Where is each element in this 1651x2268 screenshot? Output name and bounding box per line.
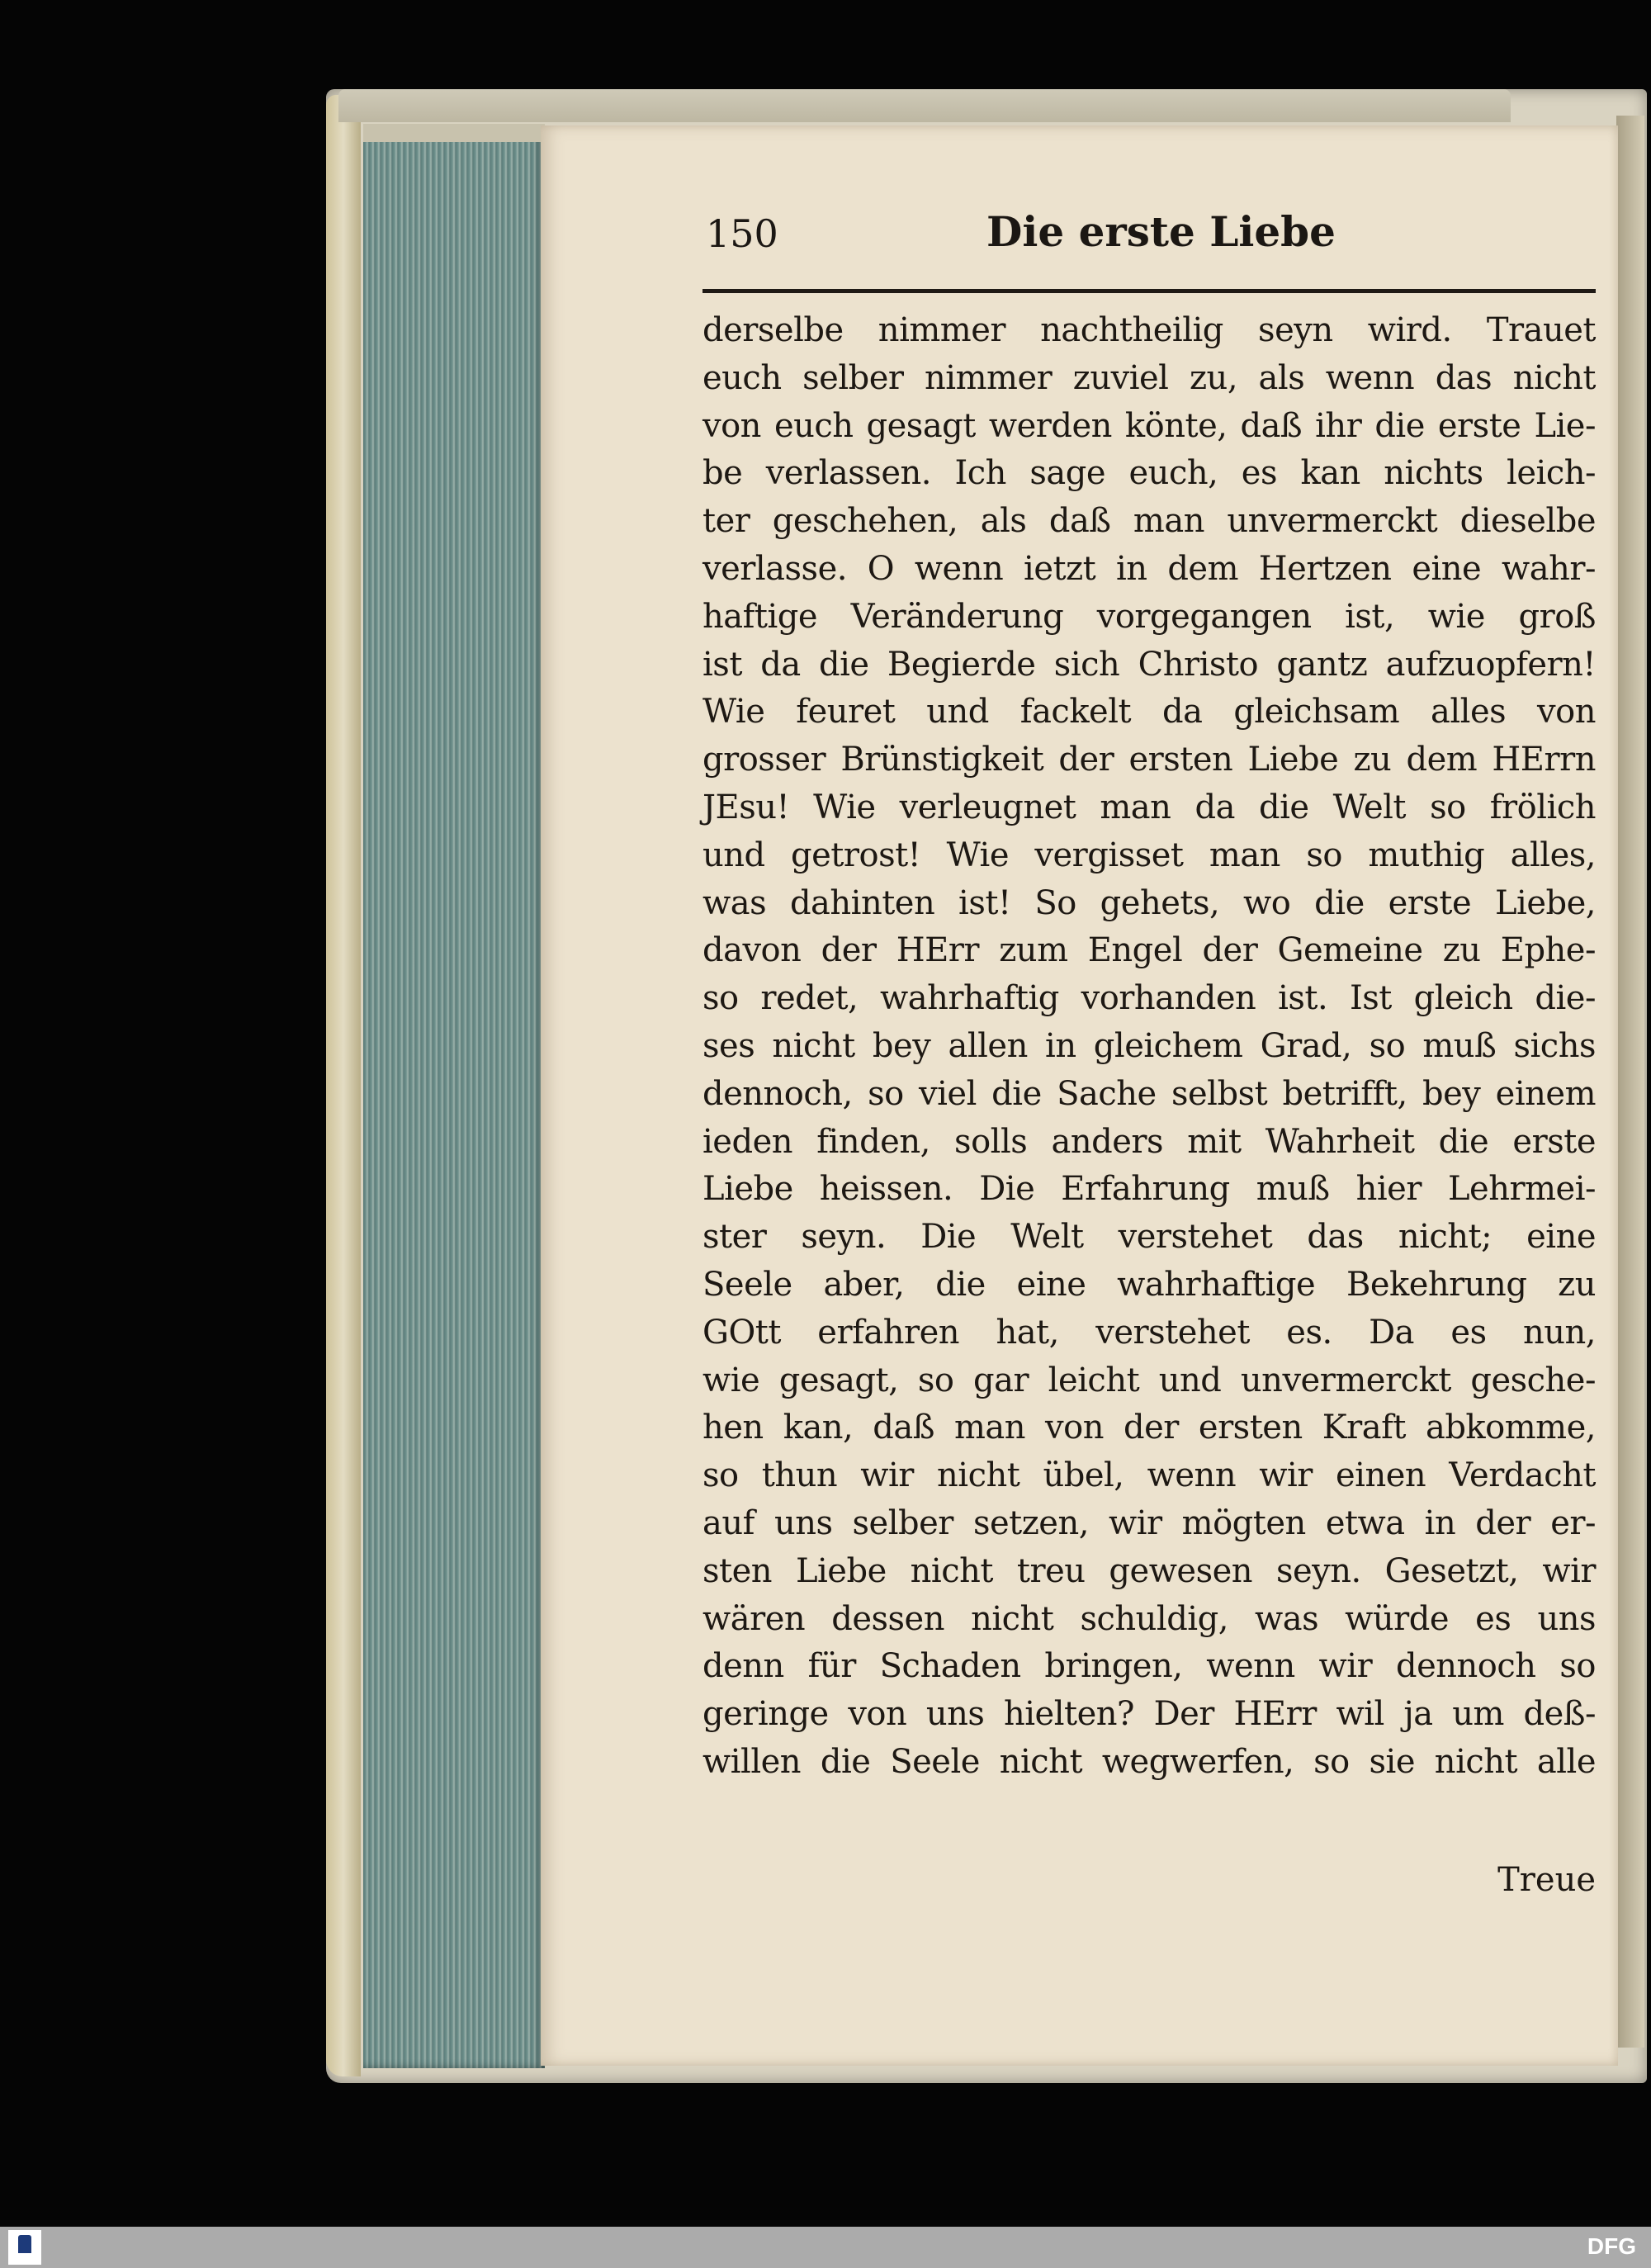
text-line: von euch gesagt werden könte, daß ihr die erste Lie- [703, 406, 1596, 445]
text-line: JEsu! Wie verleugnet man da die Welt so frölich [703, 788, 1596, 826]
book-cover-right [1616, 116, 1644, 2048]
text-line: ieden finden, solls anders mit Wahrheit die erste [703, 1122, 1596, 1161]
text-line: verlasse. O wenn ietzt in dem Hertzen eine wahr- [703, 549, 1596, 588]
text-line: ses nicht bey allen in gleichem Grad, so muß sichs [703, 1026, 1596, 1065]
text-line: was dahinten ist! So gehets, wo die erste Liebe, [703, 883, 1596, 922]
text-line: derselbe nimmer nachtheilig seyn wird. Trauet [703, 311, 1596, 349]
text-line: so redet, wahrhaftig vorhanden ist. Ist gleich die- [703, 979, 1596, 1018]
text-line: be verlassen. Ich sage euch, es kan nichts leich- [703, 454, 1596, 493]
text-line: dennoch, so viel die Sache selbst betrifft, bey einem [703, 1074, 1596, 1113]
text-line: sten Liebe nicht treu gewesen seyn. Gesetzt, wir [703, 1551, 1596, 1590]
text-line: euch selber nimmer zuviel zu, als wenn das nicht [703, 358, 1596, 397]
library-logo-mark [18, 2235, 31, 2253]
catchword: Treue [1497, 1861, 1596, 1899]
text-line: geringe von uns hielten? Der HErr wil ja um deß- [703, 1695, 1596, 1734]
text-line: davon der HErr zum Engel der Gemeine zu Ephe- [703, 931, 1596, 970]
text-block [703, 307, 1596, 1787]
text-line: willen die Seele nicht wegwerfen, so sie nicht alle [703, 1742, 1596, 1781]
page-stack-lip [363, 124, 545, 142]
text-line: haftige Veränderung vorgegangen ist, wie groß [703, 597, 1596, 636]
text-line: Seele aber, die eine wahrhaftige Bekehrung zu [703, 1265, 1596, 1304]
text-line: GOtt erfahren hat, verstehet es. Da es nun, [703, 1313, 1596, 1352]
text-line: denn für Schaden bringen, wenn wir dennoch so [703, 1647, 1596, 1686]
text-line: auf uns selber setzen, wir mögten etwa in der er- [703, 1503, 1596, 1542]
book-page [541, 125, 1618, 2066]
viewer-bottom-bar [0, 2227, 1651, 2268]
page-number: 150 [706, 211, 778, 256]
text-line: so thun wir nicht übel, wenn wir einen Verdacht [703, 1456, 1596, 1495]
page-stack-edge [363, 124, 545, 2068]
running-head: Die erste Liebe [986, 207, 1336, 256]
library-logo-icon[interactable] [8, 2230, 41, 2265]
text-line: Liebe heissen. Die Erfahrung muß hier Lehrmei- [703, 1170, 1596, 1209]
text-line: ter geschehen, als daß man unvermerckt dieselbe [703, 502, 1596, 541]
text-line: ster seyn. Die Welt verstehet das nicht; eine [703, 1218, 1596, 1257]
text-line: und getrost! Wie vergisset man so muthig alles, [703, 836, 1596, 874]
book-cover-left [326, 95, 361, 2076]
text-line: grosser Brünstigkeit der ersten Liebe zu dem HErrn [703, 741, 1596, 779]
book-cover-top [338, 89, 1511, 122]
header-rule [703, 289, 1596, 293]
funder-label: DFG [1587, 2233, 1636, 2259]
text-line: ist da die Begierde sich Christo gantz aufzuopfern! [703, 645, 1596, 684]
text-line: wie gesagt, so gar leicht und unvermerckt gesche- [703, 1361, 1596, 1399]
text-line: Wie feuret und fackelt da gleichsam alles von [703, 693, 1596, 732]
text-line: hen kan, daß man von der ersten Kraft abkomme, [703, 1409, 1596, 1447]
text-line: wären dessen nicht schuldig, was würde es uns [703, 1599, 1596, 1638]
